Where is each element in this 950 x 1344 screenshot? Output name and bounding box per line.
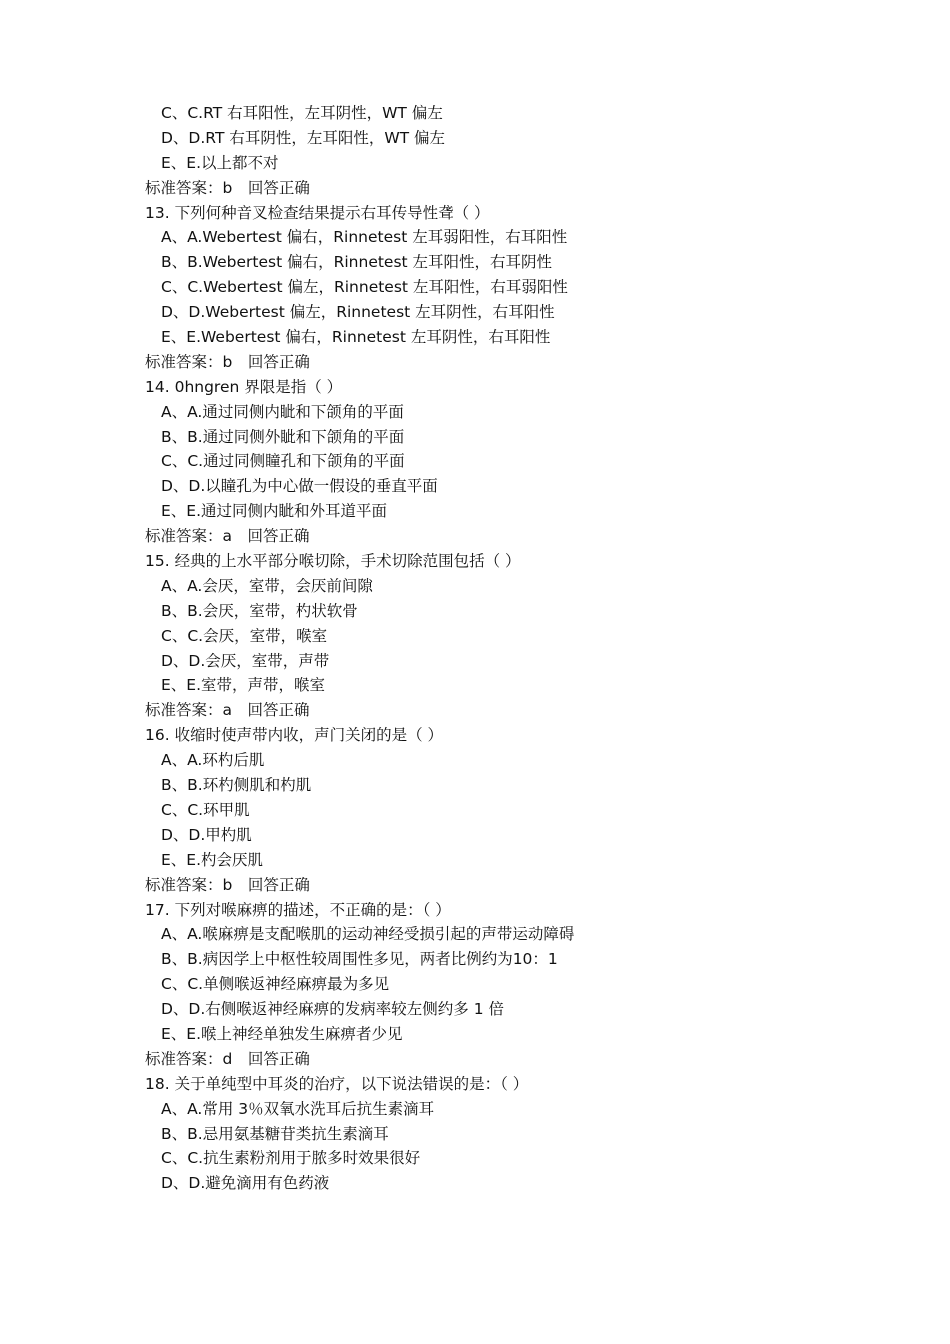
answer-option: A、A.Webertest 偏右，Rinnetest 左耳弱阳性，右耳阳性 (161, 228, 568, 247)
standard-answer: 标准答案：b 回答正确 (145, 178, 310, 197)
answer-option: C、C.通过同侧瞳孔和下颌角的平面 (161, 452, 405, 471)
standard-answer: 标准答案：a 回答正确 (145, 527, 310, 546)
standard-answer: 标准答案：b 回答正确 (145, 875, 310, 894)
answer-option: B、B.忌用氨基糖苷类抗生素滴耳 (161, 1124, 389, 1143)
answer-option: B、B.Webertest 偏右，Rinnetest 左耳阳性，右耳阴性 (161, 253, 553, 272)
quiz-content (145, 101, 845, 1196)
answer-option: D、D.避免滴用有色药液 (161, 1174, 330, 1193)
question-text: 14. 0hngren 界限是指（ ） (145, 377, 343, 396)
answer-option: B、B.病因学上中枢性较周围性多见，两者比例约为10：1 (161, 950, 558, 969)
answer-option: B、B.环杓侧肌和杓肌 (161, 776, 312, 795)
question-text: 18. 关于单纯型中耳炎的治疗，以下说法错误的是：（ ） (145, 1074, 529, 1093)
question-text: 17. 下列对喉麻痹的描述，不正确的是：（ ） (145, 900, 451, 919)
answer-option: D、D.甲杓肌 (161, 825, 252, 844)
answer-option: A、A.常用 3％双氧水洗耳后抗生素滴耳 (161, 1099, 435, 1118)
answer-option: A、A.通过同侧内眦和下颌角的平面 (161, 402, 404, 421)
answer-option: D、D.Webertest 偏左，Rinnetest 左耳阴性，右耳阳性 (161, 303, 555, 322)
answer-option: B、B.会厌，室带，杓状软骨 (161, 601, 358, 620)
answer-option: E、E.喉上神经单独发生麻痹者少见 (161, 1024, 403, 1043)
answer-option: C、C.会厌，室带，喉室 (161, 626, 328, 645)
standard-answer: 标准答案：a 回答正确 (145, 701, 310, 720)
answer-option: C、C.Webertest 偏左，Rinnetest 左耳阳性，右耳弱阳性 (161, 278, 568, 297)
question-text: 13. 下列何种音叉检查结果提示右耳传导性聋（ ） (145, 203, 490, 222)
answer-option: A、A.会厌，室带，会厌前间隙 (161, 576, 373, 595)
answer-option: E、E.以上都不对 (161, 153, 279, 172)
answer-option: D、D.RT 右耳阴性，左耳阳性，WT 偏左 (161, 128, 446, 147)
answer-option: E、E.Webertest 偏右，Rinnetest 左耳阴性，右耳阳性 (161, 328, 551, 347)
standard-answer: 标准答案：d 回答正确 (145, 1049, 310, 1068)
question-text: 16. 收缩时使声带内收，声门关闭的是（ ） (145, 726, 444, 745)
answer-option: A、A.环杓后肌 (161, 751, 265, 770)
answer-option: A、A.喉麻痹是支配喉肌的运动神经受损引起的声带运动障碍 (161, 925, 575, 944)
answer-option: B、B.通过同侧外眦和下颌角的平面 (161, 427, 405, 446)
answer-option: E、E.室带，声带，喉室 (161, 676, 326, 695)
standard-answer: 标准答案：b 回答正确 (145, 352, 310, 371)
answer-option: C、C.单侧喉返神经麻痹最为多见 (161, 975, 390, 994)
answer-option: D、D.右侧喉返神经麻痹的发病率较左侧约多 1 倍 (161, 1000, 505, 1019)
answer-option: D、D.以瞳孔为中心做一假设的垂直平面 (161, 477, 438, 496)
answer-option: C、C.环甲肌 (161, 800, 250, 819)
question-text: 15. 经典的上水平部分喉切除，手术切除范围包括（ ） (145, 552, 521, 571)
answer-option: E、E.杓会厌肌 (161, 850, 264, 869)
answer-option: D、D.会厌，室带，声带 (161, 651, 330, 670)
answer-option: C、C.抗生素粉剂用于脓多时效果很好 (161, 1149, 421, 1168)
answer-option: C、C.RT 右耳阳性，左耳阴性，WT 偏左 (161, 104, 443, 122)
answer-option: E、E.通过同侧内眦和外耳道平面 (161, 502, 388, 521)
